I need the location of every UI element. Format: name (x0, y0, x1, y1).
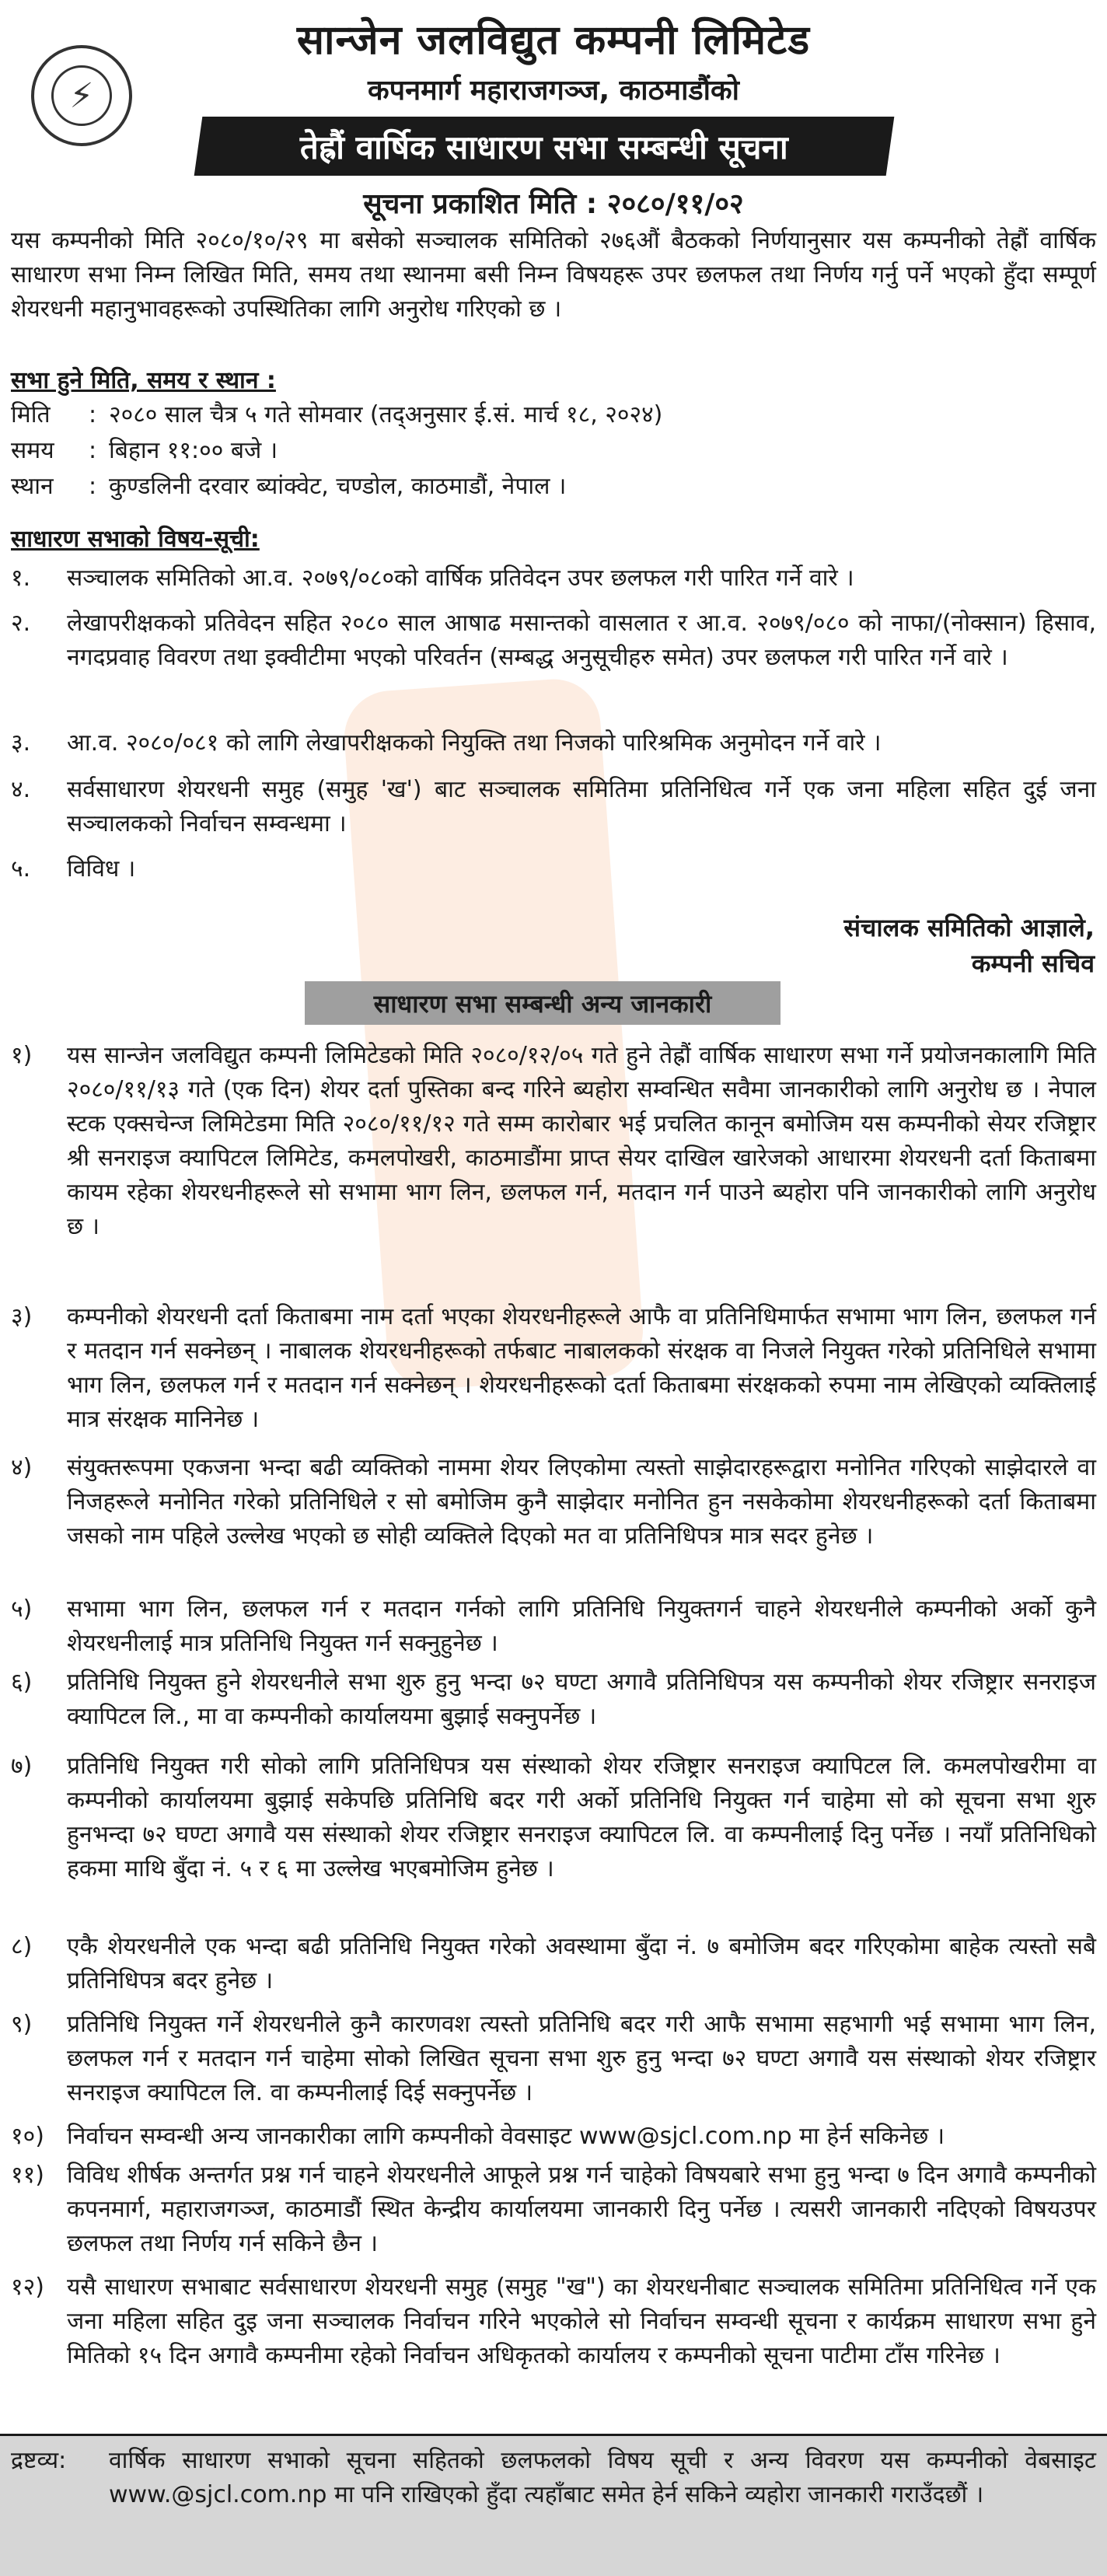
info-item-number: ९) (11, 2011, 33, 2038)
info-item-number: ४) (11, 1454, 33, 1481)
info-item-text: विविध शीर्षक अन्तर्गत प्रश्न गर्न चाहने शेयरधनीले आफूले प्रश्न गर्न चाहेको विषयबारे सभा हुनु भन्दा ७ दिन अगावै कम्पनीको कपनमार्ग, महाराजगञ्ज, काठमाडौं स्थित केन्द्रीय कार्यालयमा जानकारी दिनु पर्नेछ । त्यसरी जानकारी नदिएको विषयउपर छलफल तथा निर्णय गर्न सकिने छैन । (67, 2162, 1096, 2257)
info-item (11, 1039, 1096, 1244)
info-item-number: १) (11, 1042, 33, 1069)
agenda-item (11, 726, 1096, 760)
meeting-time-value: बिहान ११:०० बजे । (109, 437, 278, 464)
info-item-number: ८) (11, 1933, 33, 1960)
agenda-item-text: सञ्चालक समितिको आ.व. २०७९/०८०को वार्षिक प्रतिवेदन उपर छलफल गरी पारित गर्ने वारे । (67, 564, 854, 592)
info-item-text: प्रतिनिधि नियुक्त गर्ने शेयरधनीले कुनै कारणवश त्यस्तो प्रतिनिधि बदर गरी आफै सभामा सहभागी भई सभामा भाग लिन, छलफल गर्न र मतदान गर्न चाहेमा सोको लिखित सूचना सभा शुरु हुनु भन्दा ७२ घण्टा अगावै यस संस्थाको शेयर रजिष्ट्रार सनराइज क्यापिटल लि. वा कम्पनीलाई दिई सक्नुपर्नेछ । (67, 2011, 1096, 2106)
agenda-item-number: ५. (11, 855, 31, 883)
info-item-number: ६) (11, 1669, 33, 1696)
info-item-text: एकै शेयरधनीले एक भन्दा बढी प्रतिनिधि नियुक्त गरेको अवस्थामा बुँदा नं. ७ बमोजिम बदर गरिएकोमा बाहेक त्यस्तो सबै प्रतिनिधिपत्र बदर हुनेछ । (67, 1933, 1096, 1994)
info-item (11, 2270, 1096, 2373)
agenda-item-text: सर्वसाधारण शेयरधनी समुह (समुह 'ख') बाट सञ्चालक समितिमा प्रतिनिधित्व गर्ने एक जना महिला सहित दुई जना सञ्चालकको निर्वाचन सम्वन्धमा । (67, 776, 1096, 837)
agenda-item (11, 606, 1096, 675)
info-item (11, 1592, 1096, 1661)
intro-paragraph: यस कम्पनीको मिति २०८०/१०/२९ मा बसेको सञ्चालक समितिको २७६औं बैठकको निर्णयानुसार यस कम्पनीको तेह्रौं वार्षिक साधारण सभा निम्न लिखित मिति, समय तथा स्थानमा बसी निम्न विषयहरू उपर छलफल तथा निर्णय गर्नु पर्ने भएको हुँदा सम्पूर्ण शेयरधनी महानुभावहरूको उपस्थितिका लागि अनुरोध गरिएको छ । (11, 227, 1096, 323)
agenda-item (11, 773, 1096, 841)
info-item-number: ११) (11, 2162, 44, 2189)
info-item (11, 2120, 1096, 2154)
footer-note-text: वार्षिक साधारण सभाको सूचना सहितको छलफलको विषय सूची र अन्य विवरण यस कम्पनीको वेबसाइट www.@sjcl.com.np मा पनि राखिएको हुँदा त्यहाँबाट समेत हेर्न सकिने व्यहोरा जानकारी गराउँदछौं । (109, 2447, 1096, 2508)
info-item-text: प्रतिनिधि नियुक्त हुने शेयरधनीले सभा शुरु हुनु भन्दा ७२ घण्टा अगावै प्रतिनिधिपत्र यस कम्पनीको शेयर रजिष्ट्रार सनराइज क्यापिटल लि., मा वा कम्पनीको कार्यालयमा बुझाई सक्नुपर्नेछ । (67, 1669, 1096, 1730)
agenda-item-text: लेखापरीक्षकको प्रतिवेदन सहित २०८० साल आषाढ मसान्तको वासलात र आ.व. २०७९/०८० को नाफा/(नोक्सान) हिसाव, नगदप्रवाह विवरण तथा इक्वीटीमा भएको परिवर्तन (सम्बद्ध अनुसूचीहरु समेत) उपर छलफल गरी पारित गर्ने वारे । (67, 610, 1096, 671)
info-item-number: ३) (11, 1303, 33, 1330)
agenda-heading: साधारण सभाको विषय-सूची: (11, 526, 260, 553)
info-item-number: १०) (11, 2123, 44, 2150)
agenda-item (11, 852, 1096, 886)
company-name: सान्जेन जलविद्युत कम्पनी लिमिटेड (296, 17, 811, 64)
info-item-number: ७) (11, 1753, 33, 1780)
meeting-date-label: मिति (11, 401, 51, 428)
meeting-date-row: मिति : २०८० साल चैत्र ५ गते सोमवार (तद्अनुसार ई.सं. मार्च १८, २०२४) (11, 398, 662, 432)
info-item (11, 1749, 1096, 1886)
footer-note-label: द्रष्टव्य: (11, 2447, 67, 2474)
info-item (11, 1451, 1096, 1554)
info-item (11, 2008, 1096, 2110)
meeting-heading: सभा हुने मिति, समय र स्थान : (11, 367, 276, 394)
info-item (11, 1930, 1096, 1998)
meeting-date-value: २०८० साल चैत्र ५ गते सोमवार (तद्अनुसार ई.सं. मार्च १८, २०२४) (109, 401, 663, 428)
agenda-item-number: १. (11, 564, 31, 592)
meeting-venue-row: स्थान : कुण्डलिनी दरवार ब्यांक्वेट, चण्डोल, काठमाडौं, नेपाल । (11, 470, 566, 504)
agenda-item-text: आ.व. २०८०/०८१ को लागि लेखापरीक्षकको नियुक्ति तथा निजको पारिश्रमिक अनुमोदन गर्ने वारे । (67, 729, 882, 757)
published-date: सूचना प्रकाशित मिति : २०८०/११/०२ (363, 188, 744, 220)
meeting-time-label: समय (11, 437, 54, 464)
footer-note-box (0, 2434, 1107, 2576)
agenda-item-number: ४. (11, 776, 31, 803)
info-item-text: सभामा भाग लिन, छलफल गर्न र मतदान गर्नको लागि प्रतिनिधि नियुक्तगर्न चाहने शेयरधनीले कम्पनीको अर्को कुनै शेयरधनीलाई मात्र प्रतिनिधि नियुक्त गर्न सक्नुहुनेछ । (67, 1596, 1096, 1657)
agenda-item-number: ३. (11, 729, 31, 757)
meeting-time-row: समय : बिहान ११:०० बजे । (11, 434, 278, 468)
signature-line-2: कम्पनी सचिव (971, 949, 1095, 978)
signature-line-1: संचालक समितिको आज्ञाले, (843, 913, 1095, 942)
agenda-item-number: २. (11, 610, 31, 637)
info-item-text: संयुक्तरूपमा एकजना भन्दा बढी व्यक्तिको नाममा शेयर लिएकोमा त्यस्तो साझेदारहरूद्वारा मनोनित गरिएको साझेदारले वा निजहरूले मनोनित गरेको प्रतिनिधिले र सो बमोजिम कुनै साझेदार मनोनित हुन नसकेकोमा शेयरधनीहरूको दर्ता किताबमा जसको नाम पहिले उल्लेख भएको छ सोही व्यक्तिले दिएको मत वा प्रतिनिधिपत्र मात्र सदर हुनेछ । (67, 1454, 1096, 1550)
notice-title: तेह्रौं वार्षिक साधारण सभा सम्बन्धी सूचना (300, 128, 788, 166)
info-item (11, 1300, 1096, 1437)
other-info-heading: साधारण सभा सम्बन्धी अन्य जानकारी (305, 981, 780, 1025)
info-item-number: १२) (11, 2274, 44, 2301)
meeting-venue-value: कुण्डलिनी दरवार ब्यांक्वेट, चण्डोल, काठमाडौं, नेपाल । (109, 473, 567, 500)
logo-emblem-icon: ⚡ (51, 65, 112, 126)
agenda-item (11, 561, 1096, 596)
info-item-text: निर्वाचन सम्वन्धी अन्य जानकारीका लागि कम्पनीको वेवसाइट www@sjcl.com.np मा हेर्न सकिनेछ । (67, 2123, 945, 2150)
info-item-text: यसै साधारण सभाबाट सर्वसाधारण शेयरधनी समुह (समुह "ख") का शेयरधनीबाट सञ्चालक समितिमा प्रतिनिधित्व गर्ने एक जना महिला सहित दुइ जना सञ्चालक निर्वाचन गरिने भएकोले सो निर्वाचन सम्वन्धी सूचना र कार्यक्रम साधारण सभा हुने मितिको १५ दिन अगावै कम्पनीमा रहेको निर्वाचन अधिकृतको कार्यालय र कम्पनीको सूचना पाटीमा टाँस गरिनेछ । (67, 2274, 1096, 2369)
agenda-item-text: विविध । (67, 855, 136, 883)
meeting-venue-label: स्थान (11, 473, 54, 500)
info-item-number: ५) (11, 1596, 33, 1623)
info-item-text: यस सान्जेन जलविद्युत कम्पनी लिमिटेडको मिति २०८०/१२/०५ गते हुने तेह्रौं वार्षिक साधारण सभा गर्ने प्रयोजनकालागि मिति २०८०/११/१३ गते (एक दिन) शेयर दर्ता पुस्तिका बन्द गरिने ब्यहोरा सम्वन्धित सवैमा जानकारीको लागि अनुरोध छ । नेपाल स्टक एक्सचेन्ज लिमिटेडमा मिति २०८०/११/१२ गते सम्म कारोबार भई प्रचलित कानून बमोजिम यस कम्पनीको सेयर रजिष्ट्रार श्री सनराइज क्यापिटल लिमिटेड, कमलपोखरी, काठमाडौंमा प्राप्त सेयर दाखिल खारेजको आधारमा शेयरधनी दर्ता किताबमा कायम रहेका शेयरधनीहरूले सो सभामा भाग लिन, छलफल गर्न, मतदान गर्न पाउने ब्यहोरा पनि जानकारीको लागि अनुरोध छ । (67, 1042, 1096, 1240)
info-item-text: कम्पनीको शेयरधनी दर्ता किताबमा नाम दर्ता भएका शेयरधनीहरूले आफै वा प्रतिनिधिमार्फत सभामा भाग लिन, छलफल गर्न र मतदान गर्न सक्नेछन् । नाबालक शेयरधनीहरूको तर्फबाट नाबालकको संरक्षक वा निजले नियुक्त गरेको प्रतिनिधिले सभामा भाग लिन, छलफल गर्न र मतदान गर्न सक्नेछन् । शेयरधनीहरूको दर्ता किताबमा संरक्षकको रुपमा नाम लेखिएको व्यक्तिलाई मात्र संरक्षक मानिनेछ । (67, 1303, 1096, 1433)
info-item (11, 1665, 1096, 1734)
notice-title-banner (194, 117, 895, 176)
company-address: कपनमार्ग महाराजगञ्ज, काठमाडौंको (368, 75, 739, 107)
info-item-text: प्रतिनिधि नियुक्त गरी सोको लागि प्रतिनिधिपत्र यस संस्थाको शेयर रजिष्ट्रार सनराइज क्यापिटल लि. कमलपोखरीमा वा कम्पनीको कार्यालयमा बुझाई सकेपछि प्रतिनिधि बदर गरी अर्को प्रतिनिधि नियुक्त गर्न चाहेमा सो को सूचना सभा शुरु हुनभन्दा ७२ घण्टा अगावै यस संस्थाको शेयर रजिष्ट्रार सनराइज क्यापिटल लि. वा कम्पनीलाई दिनु पर्नेछ । नयाँ प्रतिनिधिको हकमा माथि बुँदा नं. ५ र ६ मा उल्लेख भएबमोजिम हुनेछ । (67, 1753, 1096, 1882)
info-item (11, 2158, 1096, 2261)
